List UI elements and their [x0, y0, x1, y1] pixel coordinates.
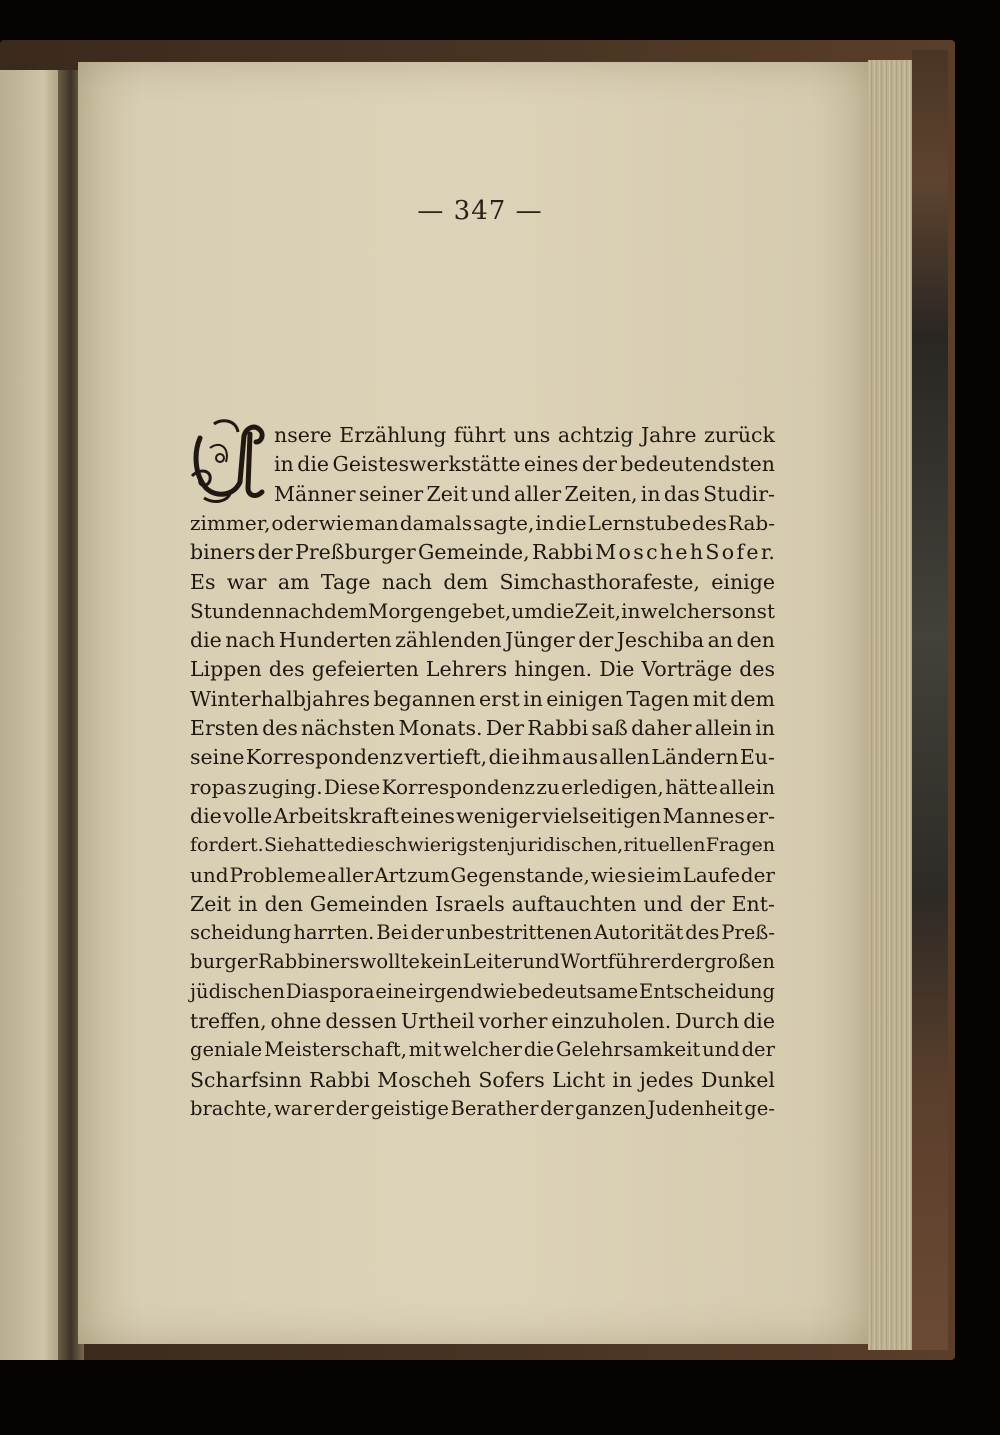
word: nach: [275, 598, 325, 623]
word: eine: [375, 979, 418, 1003]
word: in: [755, 716, 775, 740]
text-line: [190, 508, 775, 538]
word: aller: [513, 481, 562, 506]
word: die: [345, 834, 375, 857]
word: hingen.: [514, 657, 593, 682]
word: Ent-: [731, 891, 775, 916]
text-line: [190, 801, 775, 831]
word: Leiter: [462, 950, 523, 974]
word: Preß-: [721, 921, 775, 945]
text-line: [190, 977, 775, 1007]
word: ge-: [744, 1096, 775, 1120]
word: Moscheh: [377, 1067, 472, 1092]
word: die: [488, 745, 521, 770]
word: Rab-: [727, 510, 775, 535]
text-line: [190, 654, 775, 684]
word: ropas: [190, 774, 247, 799]
word: der: [740, 862, 775, 887]
word: nsere: [274, 423, 332, 447]
word: einige: [711, 569, 775, 594]
word: Monats.: [398, 716, 483, 740]
word: des: [739, 657, 775, 682]
word: Die: [599, 657, 635, 682]
word: Es: [190, 569, 216, 594]
text-line: [274, 420, 775, 450]
word: allen: [599, 745, 650, 770]
word: Männer: [274, 481, 356, 506]
word: in: [612, 1067, 633, 1092]
word: saß: [591, 716, 628, 740]
text-line: [274, 479, 775, 509]
text-line: [190, 742, 775, 772]
drop-cap-initial: [190, 418, 272, 504]
word: Eu-: [739, 745, 775, 770]
word: war: [226, 569, 267, 594]
word: zu: [536, 774, 560, 799]
word: Erzählung: [339, 423, 447, 447]
word: Jeschiba: [616, 628, 705, 653]
word: erledigen,: [561, 774, 664, 799]
text-line: [190, 1006, 775, 1036]
word: mit: [408, 1038, 442, 1062]
word: c: [646, 540, 658, 565]
word: Dunkel: [700, 1067, 775, 1092]
word: und: [522, 950, 560, 974]
word: Rabbi: [309, 1067, 371, 1092]
word: geniale: [190, 1038, 263, 1062]
word: die: [555, 510, 587, 535]
word: im: [656, 862, 682, 887]
word: in: [274, 452, 294, 477]
word: Urtheil: [400, 1009, 475, 1033]
word: und: [471, 481, 511, 506]
word: Berather: [450, 1096, 539, 1120]
word: Zeit: [190, 891, 232, 916]
word: weniger: [456, 803, 541, 828]
word: und: [190, 862, 229, 887]
word: erst: [479, 686, 520, 711]
word: Geisteswerkstätte: [332, 452, 521, 477]
word: der: [670, 950, 704, 974]
word: allein: [694, 716, 752, 740]
word: r.: [760, 540, 775, 565]
word: e: [675, 540, 688, 565]
word: am: [277, 569, 310, 594]
word: Meisterschaft,: [264, 1038, 407, 1062]
word: vorher: [478, 1009, 548, 1033]
word: vielseitigen: [541, 803, 662, 828]
word: der: [578, 628, 614, 653]
word: die: [543, 598, 575, 623]
word: S: [705, 540, 720, 565]
word: Israels: [434, 891, 505, 916]
word: dessen: [325, 1009, 397, 1033]
text-line: [190, 947, 775, 977]
word: Gegenstande,: [450, 862, 590, 887]
text-line: [190, 1065, 775, 1095]
word: Licht: [552, 1067, 606, 1092]
word: h: [689, 540, 704, 565]
word: zuging.: [247, 774, 323, 799]
word: Laufe: [682, 862, 740, 887]
word: dem: [730, 686, 775, 711]
word: Sofers: [478, 1067, 545, 1092]
word: Preßburger: [295, 540, 416, 565]
word: Rabbi: [527, 716, 589, 740]
word: Jahre: [640, 423, 697, 447]
word: bedeutendsten: [620, 452, 775, 477]
word: sagte,: [473, 510, 535, 535]
word: irgendwie: [418, 979, 518, 1003]
word: e: [746, 540, 759, 565]
word: Durch: [675, 1009, 740, 1033]
word: eines: [523, 452, 579, 477]
word: und: [702, 1038, 740, 1062]
word: in: [237, 891, 258, 916]
word: damals: [399, 510, 473, 535]
word: des: [262, 716, 298, 740]
word: kein: [420, 950, 463, 974]
word: der: [410, 921, 444, 945]
word: harrten.: [293, 921, 375, 945]
word: Zeit: [426, 481, 468, 506]
word: Judenheit: [647, 1096, 743, 1120]
word: sie: [626, 862, 656, 887]
word: die: [743, 1009, 775, 1033]
left-page-edge: [0, 70, 62, 1360]
word: an: [707, 628, 734, 653]
word: aus: [562, 745, 598, 770]
word: Probleme: [229, 862, 327, 887]
word: gefeierten: [311, 657, 419, 682]
word: Sie: [264, 834, 295, 857]
word: Lernstube: [587, 510, 692, 535]
word: der: [335, 1096, 370, 1120]
word: die: [523, 1038, 555, 1062]
text-line: [190, 713, 775, 743]
word: Mannes: [662, 803, 745, 828]
word: auftauchten: [511, 891, 637, 916]
word: Winterhalbjahres: [190, 686, 370, 711]
word: Zeiten,: [564, 481, 638, 506]
text-line: [190, 625, 775, 655]
book-spine-edge: [912, 50, 948, 1350]
word: dem: [324, 598, 368, 623]
word: wollte: [359, 950, 420, 974]
word: Fragen: [705, 834, 775, 857]
word: mit: [692, 686, 727, 711]
word: einigen: [546, 686, 624, 711]
word: der: [257, 540, 293, 565]
word: Arbeitskraft: [273, 803, 400, 828]
text-line: [190, 830, 775, 860]
word: der: [540, 1096, 574, 1120]
word: die: [190, 803, 222, 828]
word: den: [736, 628, 775, 653]
word: er: [313, 1096, 335, 1120]
word: Jünger: [505, 628, 575, 653]
word: Der: [485, 716, 525, 740]
page-edges: [868, 60, 916, 1350]
word: f: [736, 540, 745, 565]
word: scheidung: [190, 921, 292, 945]
word: einzuholen.: [551, 1009, 672, 1033]
text-line: [190, 537, 775, 567]
word: Ersten: [190, 716, 259, 740]
word: o: [618, 540, 631, 565]
text-line: [190, 918, 775, 948]
word: Ländern: [651, 745, 739, 770]
word: hätte: [665, 774, 718, 799]
word: Art: [374, 862, 407, 887]
word: nach: [381, 569, 432, 594]
word: und: [643, 891, 683, 916]
word: biners: [190, 540, 256, 565]
word: der: [581, 452, 617, 477]
word: Bei: [376, 921, 409, 945]
word: uns: [513, 423, 551, 447]
text-line: [190, 1094, 775, 1124]
word: vertieft,: [404, 745, 488, 770]
word: war: [274, 1096, 312, 1120]
word: führt: [453, 423, 506, 447]
word: jedes: [639, 1067, 694, 1092]
word: daher: [631, 716, 692, 740]
word: Lippen: [190, 657, 262, 682]
word: wie: [318, 510, 355, 535]
word: die: [190, 628, 222, 653]
word: seiner: [358, 481, 424, 506]
word: Rabbiners: [257, 950, 360, 974]
word: bedeutsame: [518, 979, 639, 1003]
word: in: [523, 686, 543, 711]
word: zum: [407, 862, 450, 887]
word: Vorträge: [641, 657, 733, 682]
word: rituellen: [623, 834, 706, 857]
word: sonst: [721, 598, 775, 623]
word: Morgengebet,: [367, 598, 512, 623]
word: Autorität: [594, 921, 684, 945]
word: Zeit,: [574, 598, 621, 623]
word: burger: [190, 950, 258, 974]
word: unbestrittenen: [445, 921, 593, 945]
word: geistige: [370, 1096, 449, 1120]
text-line: [274, 449, 775, 479]
page-number: — 347 —: [417, 196, 543, 226]
word: er-: [746, 803, 775, 828]
word: den: [264, 891, 304, 916]
word: in: [621, 598, 641, 623]
word: großen: [704, 950, 775, 974]
word: hatte: [294, 834, 345, 857]
word: Lehrers: [425, 657, 508, 682]
word: um: [511, 598, 544, 623]
word: jüdischen: [190, 979, 285, 1003]
text-line: [190, 772, 775, 802]
word: das: [663, 481, 700, 506]
word: eines: [400, 803, 455, 828]
word: ihm: [521, 745, 561, 770]
word: Simchasthorafeste,: [499, 569, 700, 594]
word: Diese: [323, 774, 381, 799]
word: nächsten: [301, 716, 396, 740]
ornate-initial-icon: [190, 418, 272, 504]
word: Diaspora: [285, 979, 375, 1003]
word: der: [741, 1038, 775, 1062]
word: zimmer,: [190, 510, 271, 535]
word: Gelehrsamkeit: [555, 1038, 701, 1062]
word: allein: [719, 774, 775, 799]
word: brachte,: [190, 1096, 273, 1120]
word: Wortführer: [560, 950, 671, 974]
word: aller: [327, 862, 374, 887]
word: man: [355, 510, 399, 535]
word: achtzig: [557, 423, 634, 447]
word: volle: [223, 803, 273, 828]
text-line: [190, 860, 775, 890]
word: des: [685, 921, 720, 945]
word: ganzen: [575, 1096, 647, 1120]
word: welcher: [640, 598, 722, 623]
word: Scharfsinn: [190, 1067, 302, 1092]
word: in: [640, 481, 661, 506]
word: Hunderten: [278, 628, 392, 653]
text-line: [190, 567, 775, 597]
word: wie: [590, 862, 627, 887]
word: dem: [443, 569, 489, 594]
word: Rabbi: [531, 540, 593, 565]
word: Gemeinde,: [418, 540, 530, 565]
word: treffen,: [190, 1009, 267, 1033]
word: Studir-: [703, 481, 775, 506]
text-line: [190, 1035, 775, 1065]
word: begannen: [373, 686, 476, 711]
word: der: [689, 891, 725, 916]
word: o: [721, 540, 735, 565]
text-line: [190, 889, 775, 919]
word: Gemeinden: [309, 891, 429, 916]
word: Korrespondenz: [245, 745, 404, 770]
word: welcher: [443, 1038, 522, 1062]
word: zurück: [704, 423, 775, 447]
word: Tage: [320, 569, 371, 594]
word: schwierigsten: [374, 834, 510, 857]
text-line: [190, 596, 775, 626]
word: h: [659, 540, 674, 565]
word: seine: [190, 745, 245, 770]
text-line: [190, 684, 775, 714]
word: Entscheidung: [639, 979, 775, 1003]
word: die: [297, 452, 330, 477]
word: ohne: [270, 1009, 322, 1033]
word: Korrespondenz: [381, 774, 536, 799]
word: M: [595, 540, 617, 565]
word: fordert.: [190, 834, 264, 857]
word: oder: [271, 510, 318, 535]
word: Stunden: [190, 598, 276, 623]
word: des: [268, 657, 305, 682]
word: zählenden: [395, 628, 502, 653]
word: in: [535, 510, 555, 535]
word: juridischen,: [509, 834, 624, 857]
word: des: [692, 510, 727, 535]
word: Tagen: [626, 686, 690, 711]
word: s: [633, 540, 644, 565]
word: nach: [225, 628, 276, 653]
